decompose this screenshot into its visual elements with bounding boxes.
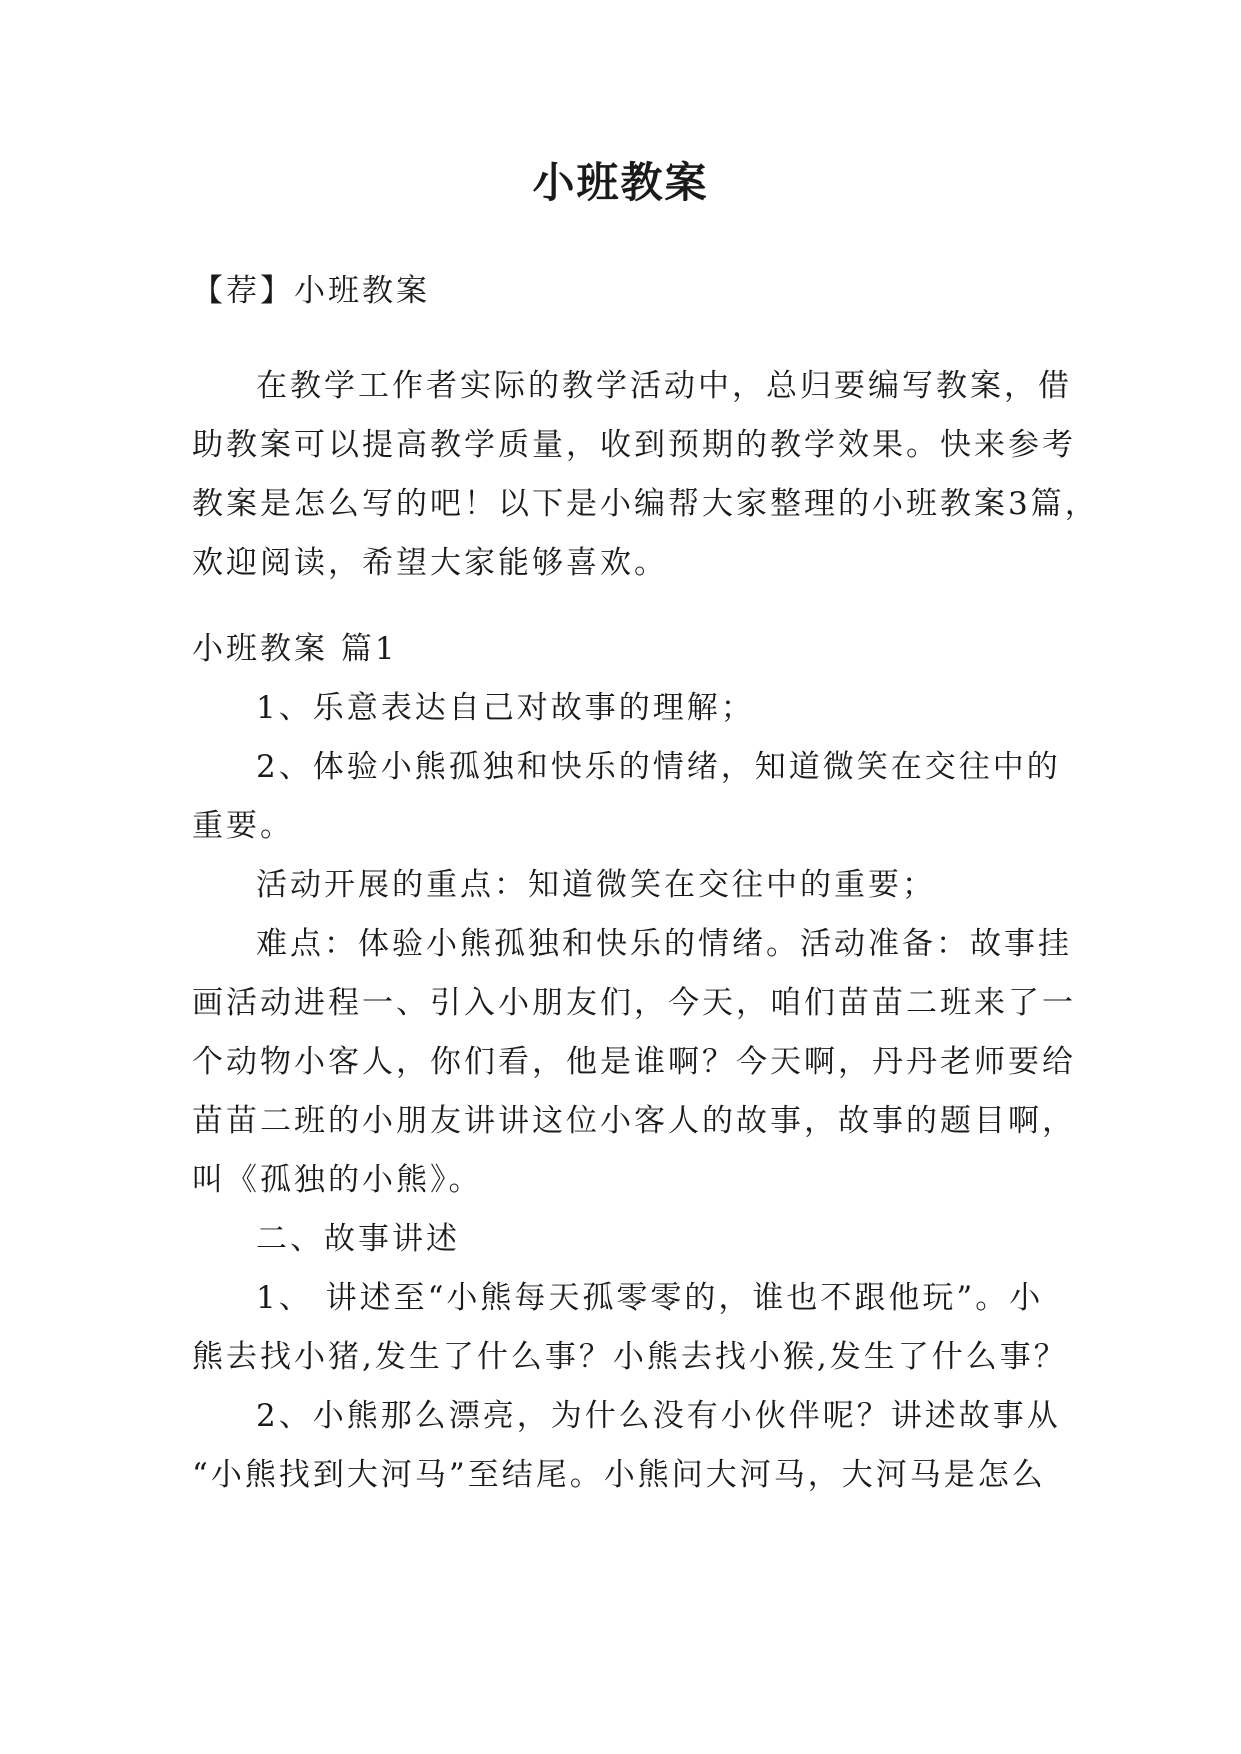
section-heading: 小班教案 篇1 [192, 631, 398, 667]
body-line: 画活动进程一、引入小朋友们，今天，咱们苗苗二班来了一 [192, 985, 1076, 1021]
intro-line: 欢迎阅读，希望大家能够喜欢。 [192, 545, 668, 581]
recommend-line-block [192, 262, 1062, 321]
body-line: 熊去找小猪,发生了什么事？小熊去找小猴,发生了什么事？ [192, 1339, 1068, 1375]
body-line: 二、故事讲述 [256, 1221, 460, 1257]
intro-line: 助教案可以提高教学质量，收到预期的教学效果。快来参考 [192, 427, 1076, 463]
body-line: 1、 讲述至“小熊每天孤零零的，谁也不跟他玩”。小 [256, 1280, 1044, 1316]
body-line: 个动物小客人，你们看，他是谁啊？今天啊，丹丹老师要给 [192, 1044, 1076, 1080]
document-title: 小班教案 [532, 158, 709, 207]
intro-line: 教案是怎么写的吧！以下是小编帮大家整理的小班教案3篇， [192, 486, 1099, 522]
intro-line: 在教学工作者实际的教学活动中，总归要编写教案，借 [256, 368, 1072, 404]
body-line: 1、乐意表达自己对故事的理解； [256, 690, 755, 726]
intro-paragraph [192, 357, 1099, 593]
section-1 [192, 620, 1076, 1505]
body-line: “小熊找到大河马”至结尾。小熊问大河马，大河马是怎么 [192, 1457, 1046, 1493]
body-line: 难点：体验小熊孤独和快乐的情绪。活动准备：故事挂 [256, 926, 1072, 962]
recommend-line: 【荐】小班教案 [192, 273, 430, 309]
body-line: 2、体验小熊孤独和快乐的情绪，知道微笑在交往中的 [256, 749, 1061, 785]
body-line: 重要。 [192, 808, 294, 844]
body-line: 苗苗二班的小朋友讲讲这位小客人的故事，故事的题目啊， [192, 1103, 1076, 1139]
body-line: 2、小熊那么漂亮，为什么没有小伙伴呢？讲述故事从 [256, 1398, 1061, 1434]
body-line: 活动开展的重点：知道微笑在交往中的重要； [256, 867, 936, 903]
body-line: 叫《孤独的小熊》。 [192, 1162, 483, 1198]
